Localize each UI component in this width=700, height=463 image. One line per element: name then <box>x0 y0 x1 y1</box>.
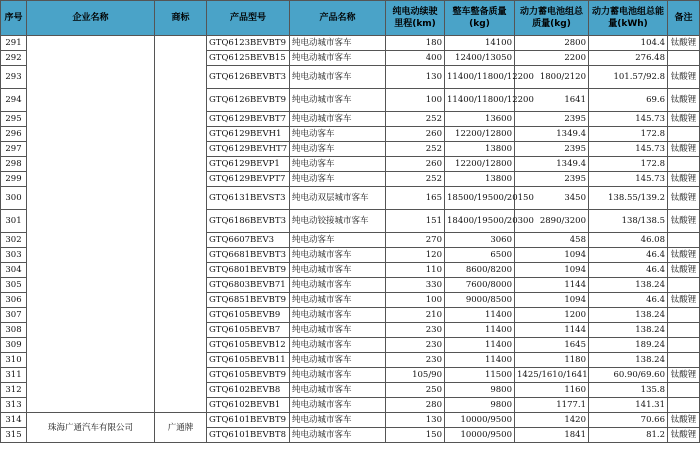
cell-battery-mass: 2395 <box>515 142 589 157</box>
cell-model: GTQ6105BEVBT9 <box>207 368 290 383</box>
cell-battery-energy: 46.08 <box>589 233 668 248</box>
cell-no: 291 <box>1 36 27 51</box>
cell-remark: 钛酸锂 <box>668 413 700 428</box>
cell-model: GTQ6125BEVB15 <box>207 51 290 66</box>
cell-range: 252 <box>386 172 445 187</box>
cell-model: GTQ6101BEVBT8 <box>207 428 290 443</box>
cell-remark: 钛酸锂 <box>668 263 700 278</box>
cell-mass: 11400 <box>445 353 515 368</box>
cell-remark: 钛酸锂 <box>668 293 700 308</box>
cell-name: 纯电动城市客车 <box>290 36 386 51</box>
cell-battery-energy: 145.73 <box>589 112 668 127</box>
cell-battery-mass: 2395 <box>515 112 589 127</box>
cell-mass: 11500 <box>445 368 515 383</box>
cell-model: GTQ6803BEVB71 <box>207 278 290 293</box>
header-company: 企业名称 <box>27 1 155 36</box>
cell-no: 308 <box>1 323 27 338</box>
cell-battery-mass: 1144 <box>515 323 589 338</box>
cell-mass: 11400/11800/12200 <box>445 66 515 89</box>
cell-range: 100 <box>386 293 445 308</box>
cell-name: 纯电动客车 <box>290 233 386 248</box>
cell-range: 130 <box>386 66 445 89</box>
cell-battery-energy: 81.2 <box>589 428 668 443</box>
cell-battery-mass: 1177.1 <box>515 398 589 413</box>
cell-mass: 13800 <box>445 142 515 157</box>
cell-name: 纯电动城市客车 <box>290 398 386 413</box>
cell-battery-energy: 46.4 <box>589 263 668 278</box>
cell-battery-energy: 70.66 <box>589 413 668 428</box>
cell-no: 303 <box>1 248 27 263</box>
cell-no: 310 <box>1 353 27 368</box>
cell-remark <box>668 353 700 368</box>
cell-range: 230 <box>386 353 445 368</box>
cell-battery-mass: 1200 <box>515 308 589 323</box>
cell-company-blank <box>27 36 155 413</box>
cell-name: 纯电动城市客车 <box>290 368 386 383</box>
cell-battery-mass: 1841 <box>515 428 589 443</box>
table-row <box>1 36 700 51</box>
cell-remark <box>668 323 700 338</box>
cell-model: GTQ6102BEVB1 <box>207 398 290 413</box>
cell-battery-energy: 145.73 <box>589 142 668 157</box>
cell-remark <box>668 383 700 398</box>
cell-name: 纯电动铰接城市客车 <box>290 210 386 233</box>
cell-mass: 18400/19500/20300 <box>445 210 515 233</box>
header-range: 纯电动续驶里程(km) <box>386 1 445 36</box>
cell-range: 151 <box>386 210 445 233</box>
cell-name: 纯电动城市客车 <box>290 112 386 127</box>
cell-battery-mass: 458 <box>515 233 589 248</box>
cell-battery-energy: 69.6 <box>589 89 668 112</box>
cell-no: 300 <box>1 187 27 210</box>
cell-name: 纯电动客车 <box>290 157 386 172</box>
cell-no: 301 <box>1 210 27 233</box>
cell-name: 纯电动双层城市客车 <box>290 187 386 210</box>
cell-mass: 11400/11800/12200 <box>445 89 515 112</box>
cell-battery-energy: 138.55/139.2 <box>589 187 668 210</box>
cell-remark: 钛酸锂 <box>668 172 700 187</box>
cell-no: 296 <box>1 127 27 142</box>
cell-no: 314 <box>1 413 27 428</box>
cell-range: 260 <box>386 157 445 172</box>
cell-name: 纯电动城市客车 <box>290 353 386 368</box>
cell-remark: 钛酸锂 <box>668 428 700 443</box>
table-row <box>1 413 700 428</box>
cell-remark <box>668 233 700 248</box>
header-remark: 备注 <box>668 1 700 36</box>
cell-battery-energy: 172.8 <box>589 127 668 142</box>
cell-remark <box>668 278 700 293</box>
cell-battery-mass: 1094 <box>515 248 589 263</box>
cell-battery-energy: 138.24 <box>589 278 668 293</box>
cell-mass: 11400 <box>445 308 515 323</box>
cell-battery-energy: 189.24 <box>589 338 668 353</box>
cell-mass: 7600/8000 <box>445 278 515 293</box>
cell-name: 纯电动城市客车 <box>290 89 386 112</box>
cell-mass: 10000/9500 <box>445 428 515 443</box>
cell-no: 298 <box>1 157 27 172</box>
cell-brand: 广通牌 <box>155 413 207 443</box>
cell-mass: 9000/8500 <box>445 293 515 308</box>
cell-model: GTQ6105BEVB7 <box>207 323 290 338</box>
cell-range: 150 <box>386 428 445 443</box>
header-brand: 商标 <box>155 1 207 36</box>
cell-name: 纯电动客车 <box>290 127 386 142</box>
cell-battery-mass: 2890/3200 <box>515 210 589 233</box>
cell-name: 纯电动城市客车 <box>290 248 386 263</box>
cell-remark <box>668 127 700 142</box>
cell-range: 180 <box>386 36 445 51</box>
header-no: 序号 <box>1 1 27 36</box>
cell-battery-energy: 46.4 <box>589 293 668 308</box>
cell-model: GTQ6131BEVST3 <box>207 187 290 210</box>
cell-model: GTQ6681BEVBT3 <box>207 248 290 263</box>
cell-name: 纯电动城市客车 <box>290 293 386 308</box>
cell-model: GTQ6129BEVPT7 <box>207 172 290 187</box>
header-model: 产品型号 <box>207 1 290 36</box>
cell-no: 293 <box>1 66 27 89</box>
cell-no: 299 <box>1 172 27 187</box>
cell-battery-mass: 3450 <box>515 187 589 210</box>
cell-model: GTQ6105BEVB11 <box>207 353 290 368</box>
cell-range: 165 <box>386 187 445 210</box>
cell-remark <box>668 157 700 172</box>
header-battery-energy: 动力蓄电池组总能量(kWh) <box>589 1 668 36</box>
cell-range: 230 <box>386 338 445 353</box>
cell-name: 纯电动城市客车 <box>290 428 386 443</box>
cell-mass: 11400 <box>445 338 515 353</box>
cell-remark: 钛酸锂 <box>668 368 700 383</box>
cell-model: GTQ6126BEVBT3 <box>207 66 290 89</box>
cell-battery-mass: 1425/1610/1641 <box>515 368 589 383</box>
cell-battery-mass: 1420 <box>515 413 589 428</box>
cell-company: 珠海广通汽车有限公司 <box>27 413 155 443</box>
cell-name: 纯电动城市客车 <box>290 383 386 398</box>
cell-remark <box>668 51 700 66</box>
cell-range: 250 <box>386 383 445 398</box>
cell-battery-energy: 46.4 <box>589 248 668 263</box>
cell-no: 312 <box>1 383 27 398</box>
cell-remark: 钛酸锂 <box>668 112 700 127</box>
cell-battery-energy: 145.73 <box>589 172 668 187</box>
cell-remark <box>668 398 700 413</box>
cell-no: 297 <box>1 142 27 157</box>
cell-battery-energy: 138/138.5 <box>589 210 668 233</box>
cell-name: 纯电动城市客车 <box>290 413 386 428</box>
cell-remark: 钛酸锂 <box>668 36 700 51</box>
cell-battery-mass: 1800/2120 <box>515 66 589 89</box>
cell-no: 304 <box>1 263 27 278</box>
cell-mass: 10000/9500 <box>445 413 515 428</box>
cell-range: 110 <box>386 263 445 278</box>
cell-name: 纯电动城市客车 <box>290 263 386 278</box>
cell-range: 400 <box>386 51 445 66</box>
cell-model: GTQ6105BEVB9 <box>207 308 290 323</box>
cell-name: 纯电动城市客车 <box>290 66 386 89</box>
cell-range: 252 <box>386 112 445 127</box>
cell-battery-energy: 101.57/92.8 <box>589 66 668 89</box>
cell-range: 120 <box>386 248 445 263</box>
cell-mass: 13600 <box>445 112 515 127</box>
cell-range: 270 <box>386 233 445 248</box>
cell-range: 260 <box>386 127 445 142</box>
cell-battery-energy: 138.24 <box>589 323 668 338</box>
header-battery-mass: 动力蓄电池组总质量(kg) <box>515 1 589 36</box>
cell-model: GTQ6129BEVHT7 <box>207 142 290 157</box>
cell-no: 306 <box>1 293 27 308</box>
cell-name: 纯电动城市客车 <box>290 308 386 323</box>
cell-battery-mass: 2800 <box>515 36 589 51</box>
cell-battery-mass: 2200 <box>515 51 589 66</box>
cell-no: 292 <box>1 51 27 66</box>
cell-range: 230 <box>386 323 445 338</box>
cell-remark: 钛酸锂 <box>668 89 700 112</box>
cell-mass: 9800 <box>445 383 515 398</box>
cell-name: 纯电动城市客车 <box>290 278 386 293</box>
cell-no: 311 <box>1 368 27 383</box>
cell-mass: 3060 <box>445 233 515 248</box>
cell-range: 100 <box>386 89 445 112</box>
cell-battery-mass: 1094 <box>515 263 589 278</box>
cell-battery-energy: 104.4 <box>589 36 668 51</box>
cell-no: 315 <box>1 428 27 443</box>
header-mass: 整车整备质量(kg) <box>445 1 515 36</box>
cell-remark: 钛酸锂 <box>668 66 700 89</box>
cell-mass: 12400/13050 <box>445 51 515 66</box>
cell-range: 252 <box>386 142 445 157</box>
cell-battery-mass: 1160 <box>515 383 589 398</box>
cell-range: 105/90 <box>386 368 445 383</box>
cell-battery-energy: 141.31 <box>589 398 668 413</box>
cell-battery-energy: 172.8 <box>589 157 668 172</box>
cell-model: GTQ6801BEVBT9 <box>207 263 290 278</box>
cell-model: GTQ6126BEVBT9 <box>207 89 290 112</box>
cell-remark: 钛酸锂 <box>668 187 700 210</box>
cell-battery-mass: 1144 <box>515 278 589 293</box>
cell-remark: 钛酸锂 <box>668 142 700 157</box>
cell-mass: 9800 <box>445 398 515 413</box>
cell-name: 纯电动客车 <box>290 172 386 187</box>
cell-name: 纯电动城市客车 <box>290 338 386 353</box>
cell-battery-mass: 1645 <box>515 338 589 353</box>
cell-model: GTQ6102BEVB8 <box>207 383 290 398</box>
cell-no: 305 <box>1 278 27 293</box>
cell-battery-energy: 138.24 <box>589 353 668 368</box>
cell-name: 纯电动客车 <box>290 142 386 157</box>
cell-name: 纯电动城市客车 <box>290 51 386 66</box>
cell-no: 309 <box>1 338 27 353</box>
cell-battery-energy: 276.48 <box>589 51 668 66</box>
cell-mass: 12200/12800 <box>445 157 515 172</box>
cell-range: 130 <box>386 413 445 428</box>
cell-name: 纯电动城市客车 <box>290 323 386 338</box>
cell-mass: 14100 <box>445 36 515 51</box>
cell-remark <box>668 338 700 353</box>
cell-battery-energy: 60.90/69.60 <box>589 368 668 383</box>
cell-range: 280 <box>386 398 445 413</box>
cell-no: 307 <box>1 308 27 323</box>
cell-mass: 13800 <box>445 172 515 187</box>
cell-mass: 18500/19500/20150 <box>445 187 515 210</box>
cell-model: GTQ6186BEVBT3 <box>207 210 290 233</box>
cell-no: 302 <box>1 233 27 248</box>
cell-no: 294 <box>1 89 27 112</box>
cell-model: GTQ6129BEVBT7 <box>207 112 290 127</box>
cell-mass: 8600/8200 <box>445 263 515 278</box>
cell-remark: 钛酸锂 <box>668 248 700 263</box>
cell-no: 313 <box>1 398 27 413</box>
cell-battery-mass: 1094 <box>515 293 589 308</box>
cell-range: 330 <box>386 278 445 293</box>
cell-model: GTQ6851BEVBT9 <box>207 293 290 308</box>
header-row <box>1 1 700 36</box>
cell-mass: 11400 <box>445 323 515 338</box>
cell-battery-mass: 1349.4 <box>515 157 589 172</box>
cell-range: 210 <box>386 308 445 323</box>
cell-brand-blank <box>155 36 207 413</box>
cell-model: GTQ6607BEV3 <box>207 233 290 248</box>
cell-remark: 钛酸锂 <box>668 210 700 233</box>
cell-battery-energy: 135.8 <box>589 383 668 398</box>
cell-model: GTQ6101BEVBT9 <box>207 413 290 428</box>
cell-model: GTQ6129BEVH1 <box>207 127 290 142</box>
cell-model: GTQ6129BEVP1 <box>207 157 290 172</box>
cell-battery-mass: 2395 <box>515 172 589 187</box>
cell-no: 295 <box>1 112 27 127</box>
cell-remark <box>668 308 700 323</box>
cell-model: GTQ6105BEVB12 <box>207 338 290 353</box>
cell-model: GTQ6123BEVBT9 <box>207 36 290 51</box>
cell-mass: 12200/12800 <box>445 127 515 142</box>
header-name: 产品名称 <box>290 1 386 36</box>
cell-battery-energy: 138.24 <box>589 308 668 323</box>
cell-battery-mass: 1349.4 <box>515 127 589 142</box>
cell-battery-mass: 1180 <box>515 353 589 368</box>
cell-mass: 6500 <box>445 248 515 263</box>
cell-battery-mass: 1641 <box>515 89 589 112</box>
